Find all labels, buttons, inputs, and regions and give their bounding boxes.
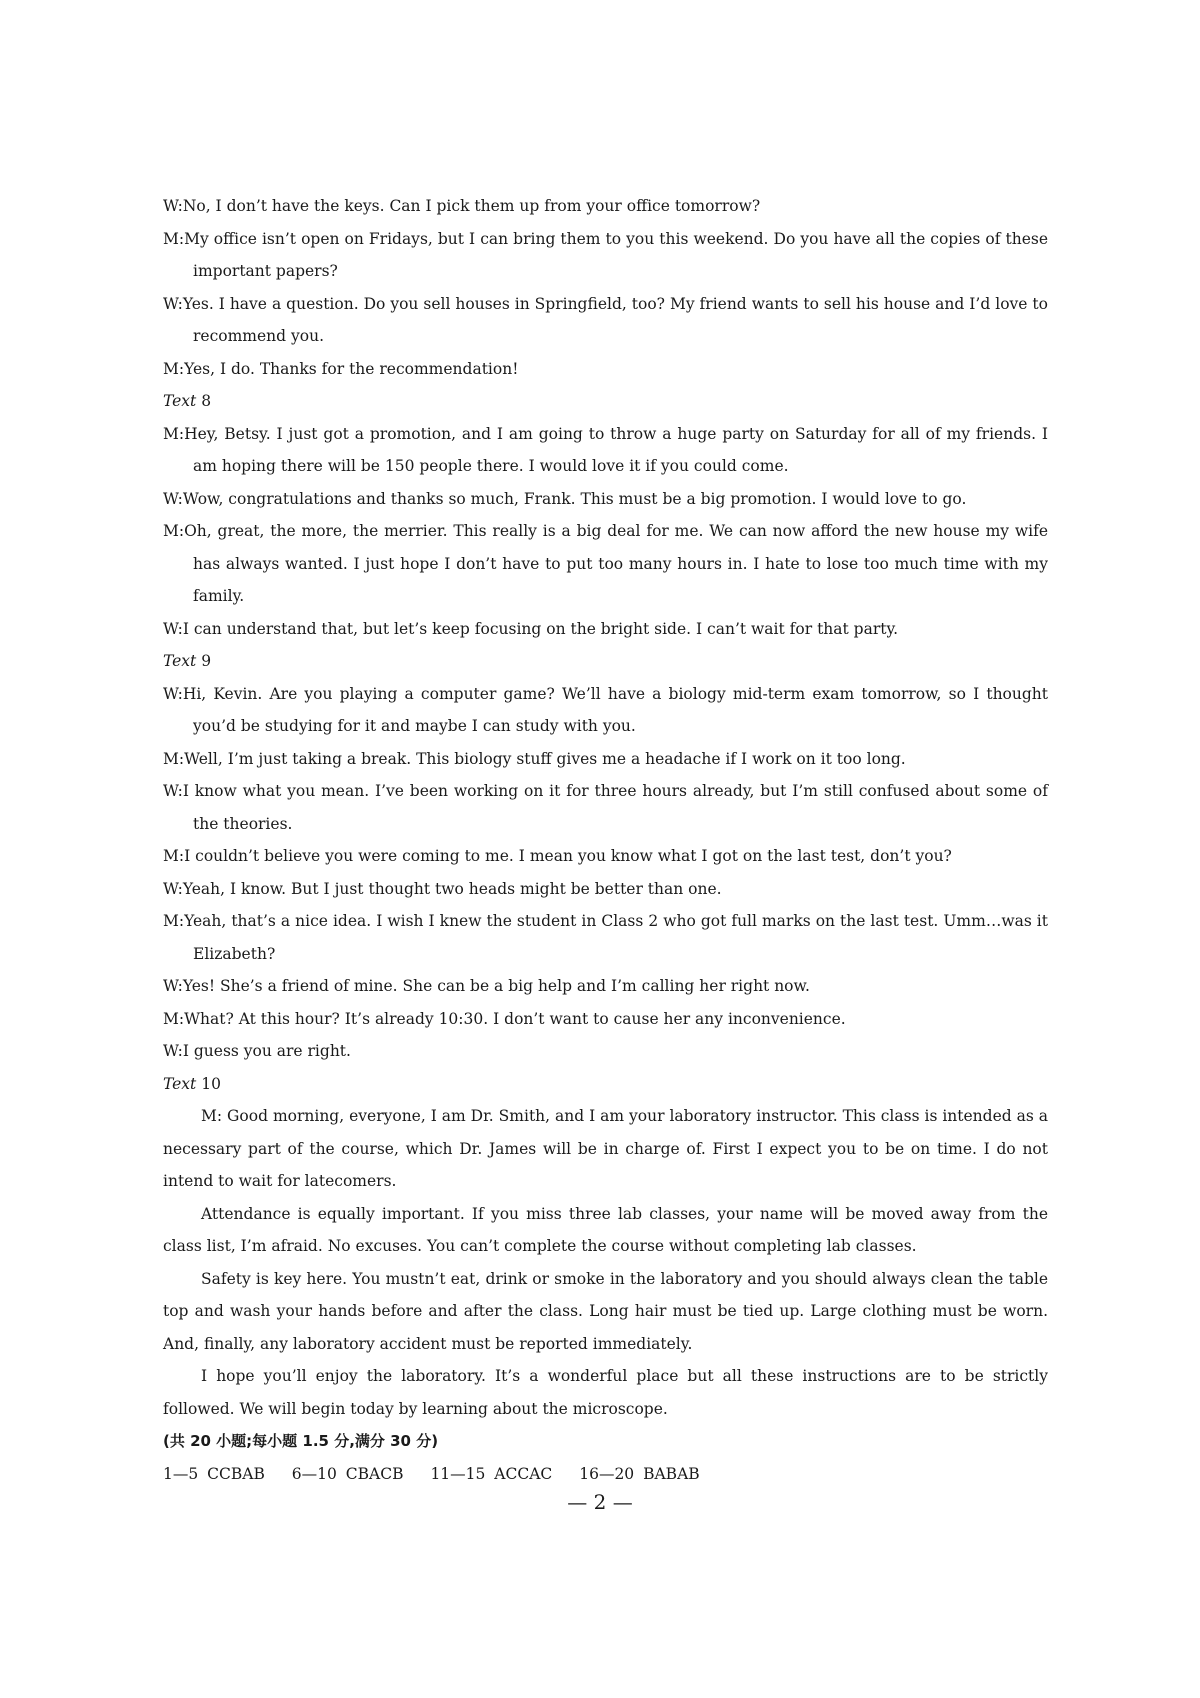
speaker: W: bbox=[163, 782, 183, 800]
answer-group: 16—20 BABAB bbox=[579, 1464, 700, 1483]
dialogue-line bbox=[163, 353, 1048, 386]
utterance: Yes, I do. Thanks for the recommendation! bbox=[184, 359, 519, 378]
dialogue-line bbox=[163, 418, 1048, 483]
dialogue-line bbox=[163, 840, 1048, 873]
dialogue-line bbox=[163, 483, 1048, 516]
speaker: W: bbox=[163, 684, 183, 703]
utterance: Oh, great, the more, the merrier. This really is a big deal for me. We can now afford the new house my wife has always wanted. I just hope I don’t have to put too many hours in. I hate to lose too much time with my family. bbox=[184, 522, 1048, 605]
utterance: No, I don’t have the keys. Can I pick them up from your office tomorrow? bbox=[182, 197, 761, 215]
utterance: Yes. I have a question. Do you sell houses in Springfield, too? My friend wants to sell his house and I’d love to recommend you. bbox=[182, 294, 1048, 345]
dialogue-line bbox=[163, 905, 1048, 970]
text7-dialogue bbox=[163, 190, 1048, 385]
speaker: W: bbox=[163, 1042, 183, 1060]
text10-monologue bbox=[163, 1100, 1048, 1425]
dialogue-line bbox=[163, 515, 1048, 613]
dialogue-line bbox=[163, 190, 1048, 223]
speaker: M: bbox=[163, 229, 185, 248]
utterance: Wow, congratulations and thanks so much, Frank. This must be a big promotion. I would love to go. bbox=[182, 489, 967, 508]
utterance: Yeah, that’s a nice idea. I wish I knew the student in Class 2 who got full marks on the last test. Umm…was it Elizabeth? bbox=[184, 912, 1048, 963]
speaker: M: bbox=[163, 749, 185, 768]
utterance: I can understand that, but let’s keep focusing on the bright side. I can’t wait for that party. bbox=[182, 619, 899, 638]
utterance: Yes! She’s a friend of mine. She can be a big help and I’m calling her right now. bbox=[182, 977, 810, 995]
speaker: M: bbox=[163, 359, 185, 378]
monologue-paragraph: Attendance is equally important. If you miss three lab classes, your name will be moved away from the class list, I’m afraid. No excuses. You can’t complete the course without completing lab classes. bbox=[163, 1204, 1048, 1255]
answer-group: 1—5 CCBAB bbox=[163, 1464, 265, 1483]
heading-word: Text bbox=[163, 652, 197, 670]
utterance: Hi, Kevin. Are you playing a computer game? We’ll have a biology mid-term exam tomorrow, so I thought you’d be studying for it and maybe I can study with you. bbox=[182, 684, 1048, 735]
monologue-paragraph: Safety is key here. You mustn’t eat, drink or smoke in the laboratory and you should always clean the table top and wash your hands before and after the class. Long hair must be tied up. Large clothing must be worn. And, finally, any laboratory accident must be reported immediately. bbox=[163, 1269, 1048, 1353]
monologue-paragraph: I hope you’ll enjoy the laboratory. It’s a wonderful place but all these instructions are to be strictly followed. We will begin today by learning about the microscope. bbox=[163, 1367, 1048, 1418]
utterance: What? At this hour? It’s already 10:30. I don’t want to cause her any inconvenience. bbox=[184, 1009, 846, 1028]
page-content bbox=[163, 190, 1048, 1490]
dialogue-line bbox=[163, 1035, 1048, 1068]
utterance: My office isn’t open on Fridays, but I can bring them to you this weekend. Do you have all the copies of these important papers? bbox=[184, 229, 1048, 280]
dialogue-line bbox=[163, 288, 1048, 353]
dialogue-line bbox=[163, 223, 1048, 288]
dialogue-line bbox=[163, 970, 1048, 1003]
answer-key bbox=[163, 1458, 1048, 1491]
speaker: M: bbox=[163, 912, 185, 930]
text8-heading bbox=[163, 385, 1048, 418]
heading-word: Text bbox=[163, 392, 197, 410]
utterance: Yeah, I know. But I just thought two heads might be better than one. bbox=[182, 879, 722, 898]
scoring-note: (共 20 小题;每小题 1.5 分,满分 30 分) bbox=[163, 1432, 439, 1450]
text9-heading bbox=[163, 645, 1048, 678]
heading-number: 10 bbox=[201, 1074, 221, 1093]
utterance: Well, I’m just taking a break. This biology stuff gives me a headache if I work on it too long. bbox=[184, 749, 906, 768]
speaker: W: bbox=[163, 977, 183, 995]
heading-word: Text bbox=[163, 1074, 197, 1093]
text9-dialogue bbox=[163, 678, 1048, 1068]
utterance: Hey, Betsy. I just got a promotion, and I am going to throw a huge party on Saturday for all of my friends. I am hoping there will be 150 people there. I would love it if you could come. bbox=[184, 424, 1048, 475]
dialogue-line bbox=[163, 613, 1048, 646]
dialogue-line bbox=[163, 743, 1048, 776]
speaker: M: bbox=[163, 522, 185, 540]
answer-group: 6—10 CBACB bbox=[291, 1464, 404, 1483]
dialogue-line bbox=[163, 678, 1048, 743]
dialogue-line bbox=[163, 1003, 1048, 1036]
heading-number: 8 bbox=[201, 392, 212, 410]
text8-dialogue bbox=[163, 418, 1048, 646]
utterance: I know what you mean. I’ve been working on it for three hours already, but I’m still confused about some of the theories. bbox=[182, 782, 1048, 833]
speaker: M: bbox=[163, 847, 185, 865]
speaker: W: bbox=[163, 294, 183, 313]
monologue-paragraph: M: Good morning, everyone, I am Dr. Smith, and I am your laboratory instructor. This class is intended as a necessary part of the course, which Dr. James will be in charge of. First I expect you to be on time. I do not intend to wait for latecomers. bbox=[163, 1107, 1048, 1190]
page-number: — 2 — bbox=[567, 1490, 633, 1514]
speaker: W: bbox=[163, 489, 183, 508]
speaker: W: bbox=[163, 619, 183, 638]
dialogue-line bbox=[163, 873, 1048, 906]
speaker: W: bbox=[163, 879, 183, 898]
utterance: I guess you are right. bbox=[182, 1042, 351, 1060]
text10-heading bbox=[163, 1068, 1048, 1101]
heading-number: 9 bbox=[201, 652, 212, 670]
speaker: M: bbox=[163, 1009, 185, 1028]
speaker: M: bbox=[163, 424, 185, 443]
answer-group: 11—15 ACCAC bbox=[430, 1464, 553, 1483]
dialogue-line bbox=[163, 775, 1048, 840]
speaker: W: bbox=[163, 197, 183, 215]
utterance: I couldn’t believe you were coming to me. I mean you know what I got on the last test, don’t you? bbox=[184, 847, 952, 865]
